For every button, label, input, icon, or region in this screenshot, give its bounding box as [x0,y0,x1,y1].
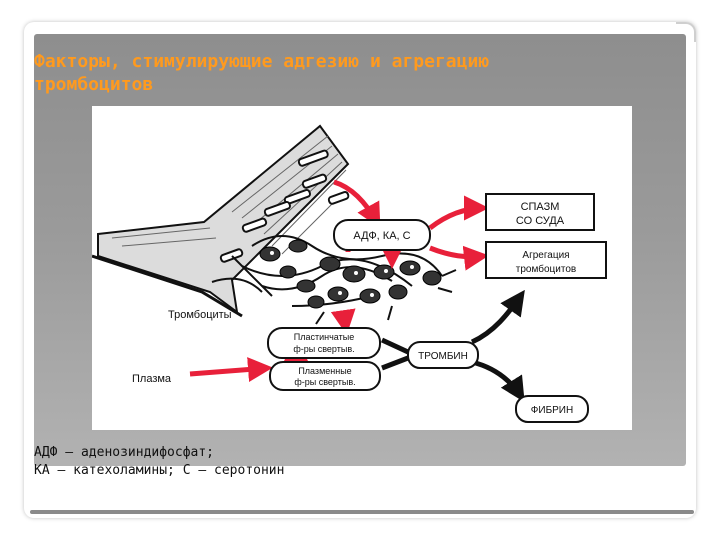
platelets-caption: Тромбоциты [168,309,232,321]
aggregation-label-line-1: Агрегация [522,250,570,261]
legend [34,444,634,480]
thrombin-box [408,342,478,368]
vasospasm-label-line-1: СПАЗМ [520,201,560,213]
platelet-diagram [92,106,632,430]
platelet-factors-box [268,328,380,358]
slide-title [34,50,674,96]
aggregation-box [486,242,606,278]
plasma-factors-label-line-2: ф-ры свертыв. [294,377,356,387]
thrombin-label: ТРОМБИН [418,351,468,362]
legend-line-1: АДФ — аденозиндифосфат; [34,445,215,460]
mediators-box [334,220,430,250]
plasma-factors-label-line-1: Плазменные [298,366,352,376]
vasospasm-label-line-2: СО СУДА [515,215,565,227]
plasma-caption: Плазма [132,373,172,385]
slide-bottom-bar [30,510,694,514]
slide-title-line-2: тромбоцитов [34,74,154,95]
slide-title-line-1: Факторы, стимулирующие адгезию и агрегацию [34,51,490,72]
legend-line-2: КА — катехоламины; С — серотонин [34,463,285,478]
platelet-factors-label-line-1: Пластинчатые [293,332,355,342]
platelet-factors-label-line-2: ф-ры свертыв. [293,344,355,354]
aggregation-label-line-2: тромбоцитов [515,264,577,275]
vasospasm-box [486,194,594,230]
fibrin-label: ФИБРИН [530,405,574,416]
plasma-factors-box [270,362,380,390]
mediators-label: АДФ, КА, С [353,230,411,242]
fibrin-box [516,396,588,422]
